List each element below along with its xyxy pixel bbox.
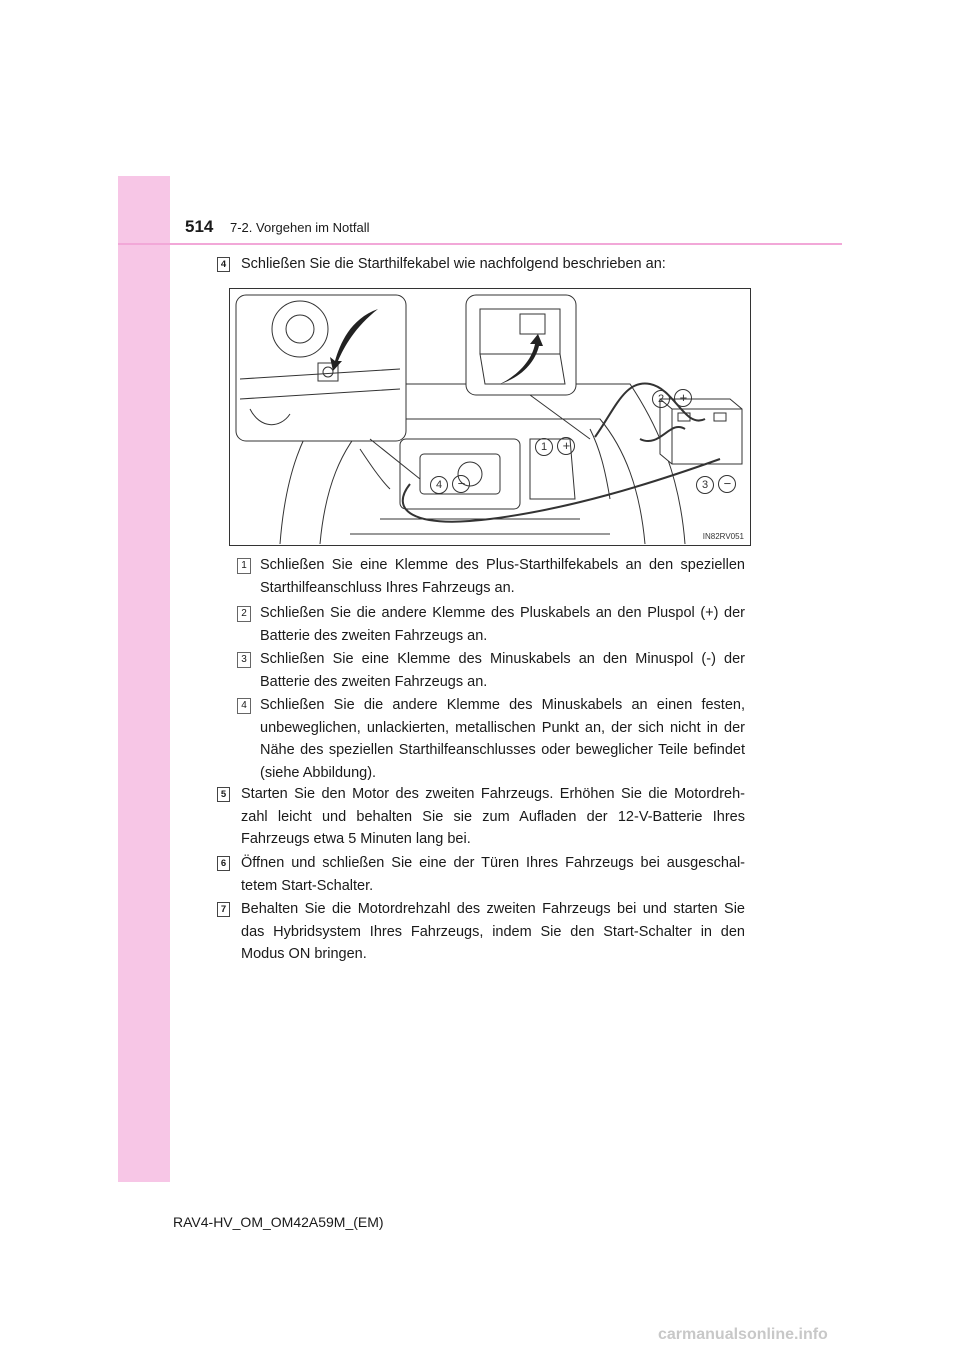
callout-2: [652, 389, 692, 408]
step-5: [217, 783, 745, 851]
step-number: 5: [217, 787, 230, 802]
minus-sign-icon: −: [452, 475, 470, 493]
callout-number: 4: [430, 476, 448, 494]
callout-number: 3: [696, 476, 714, 494]
minus-sign-icon: −: [718, 475, 736, 493]
document-code: RAV4-HV_OM_OM42A59M_(EM): [173, 1214, 384, 1230]
substep-2: [237, 602, 745, 647]
callout-3: [696, 475, 736, 494]
step-number: 4: [217, 257, 230, 272]
step-7: [217, 898, 745, 966]
callout-1: [535, 437, 575, 456]
substep-number: 3: [237, 652, 251, 668]
step-text: Behalten Sie die Motordrehzahl des zweiten Fahrzeugs bei und starten Sie das Hybridsystem Ihres Fahrzeugs, indem Sie den Start-Schalter in den Modus ON bringen.: [241, 901, 745, 962]
substep-4: [237, 694, 745, 784]
plus-sign-icon: +: [557, 437, 575, 455]
step-number: 6: [217, 856, 230, 871]
substep-text: Schließen Sie die andere Klemme des Minuskabels an einen festen, unbeweglichen, unlackierten, metallischen Punkt an, der sich nicht in der Nähe des speziellen Starthilfeanschlusses oder beweglicher Teile befindet (siehe Abbildung).: [260, 697, 745, 781]
figure-code: IN82RV051: [702, 532, 744, 541]
substep-text: Schließen Sie eine Klemme des Minuskabels an den Minuspol (-) der Batterie des zweiten Fahrzeugs an.: [260, 651, 745, 690]
substep-number: 4: [237, 698, 251, 714]
plus-sign-icon: +: [674, 389, 692, 407]
step-text: Öffnen und schließen Sie eine der Türen Ihres Fahrzeugs bei ausgeschal-tetem Start-Schalter.: [241, 855, 745, 894]
substep-3: [237, 648, 745, 693]
step-number: 7: [217, 902, 230, 917]
substep-1: [237, 554, 745, 599]
watermark: carmanualsonline.info: [658, 1326, 828, 1343]
sidebar-tab: [118, 176, 170, 1182]
step-4: [217, 253, 745, 276]
step-text: Starten Sie den Motor des zweiten Fahrzeugs. Erhöhen Sie die Motordreh-zahl leicht und behalten Sie sie zum Aufladen der 12-V-Batterie Ihres Fahrzeugs etwa 5 Minuten lang bei.: [241, 786, 745, 847]
substep-number: 2: [237, 606, 251, 622]
page-number: 514: [185, 217, 214, 236]
substep-number: 1: [237, 558, 251, 574]
substep-text: Schließen Sie eine Klemme des Plus-Starthilfekabels an den speziellen Starthilfeanschluss Ihres Fahrzeugs an.: [260, 557, 745, 596]
step-6: [217, 852, 745, 897]
header-rule: [118, 243, 842, 245]
callout-number: 1: [535, 438, 553, 456]
substep-text: Schließen Sie die andere Klemme des Pluskabels an den Pluspol (+) der Batterie des zweiten Fahrzeugs an.: [260, 605, 745, 644]
section-title: 7-2. Vorgehen im Notfall: [230, 220, 370, 235]
step-text: Schließen Sie die Starthilfekabel wie nachfolgend beschrieben an:: [241, 256, 666, 272]
callout-number: 2: [652, 390, 670, 408]
engine-bay-drawing: [230, 289, 750, 545]
jump-start-illustration: [229, 288, 751, 546]
callout-4: [430, 475, 470, 494]
